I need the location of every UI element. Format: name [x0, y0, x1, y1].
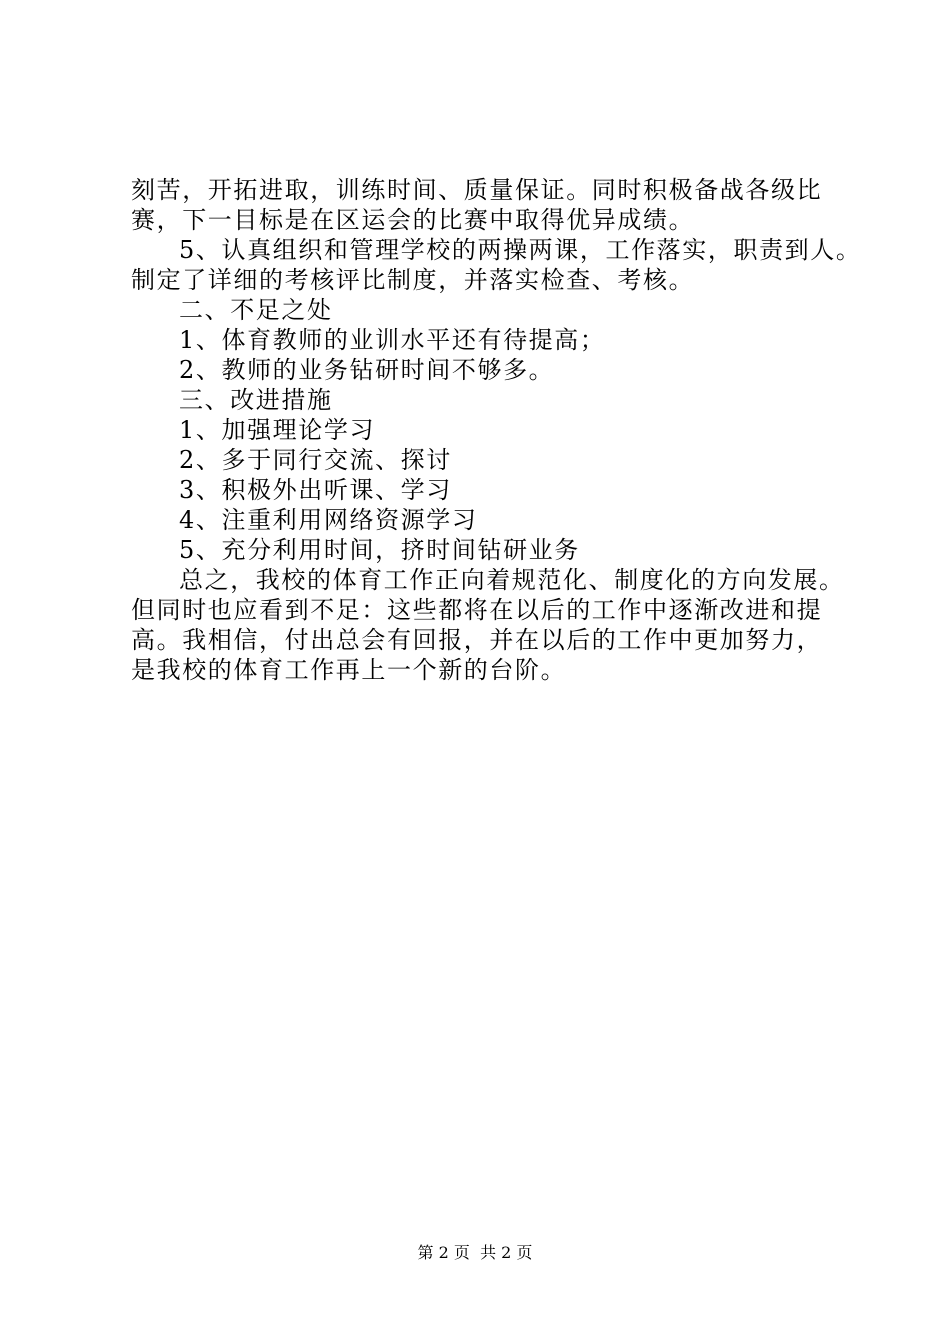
paragraph-line: 总之，我校的体育工作正向着规范化、制度化的方向发展。 — [179, 566, 845, 594]
document-body — [131, 175, 862, 685]
paragraph-line: 是我校的体育工作再上一个新的台阶。 — [131, 656, 567, 684]
list-item: 1、加强理论学习 — [179, 416, 376, 444]
paragraph-line: 制定了详细的考核评比制度，并落实检查、考核。 — [131, 266, 695, 294]
page-number-footer: 第 2 页 共 2 页 — [417, 1243, 533, 1262]
section-heading: 三、改进措施 — [179, 386, 333, 414]
paragraph-line: 高。我相信，付出总会有回报，并在以后的工作中更加努力， — [131, 626, 823, 654]
paragraph-line: 但同时也应看到不足：这些都将在以后的工作中逐渐改进和提 — [131, 596, 823, 624]
paragraph-line: 赛，下一目标是在区运会的比赛中取得优异成绩。 — [131, 206, 695, 234]
list-item: 5、充分利用时间，挤时间钻研业务 — [179, 536, 580, 564]
list-item: 2、多于同行交流、探讨 — [179, 446, 452, 474]
paragraph-line: 5、认真组织和管理学校的两操两课，工作落实，职责到人。 — [179, 236, 862, 264]
list-item: 2、教师的业务钻研时间不够多。 — [179, 356, 555, 384]
list-item: 1、体育教师的业训水平还有待提高； — [179, 326, 606, 354]
paragraph-line: 刻苦，开拓进取，训练时间、质量保证。同时积极备战各级比 — [131, 176, 823, 204]
list-item: 3、积极外出听课、学习 — [179, 476, 452, 504]
list-item: 4、注重利用网络资源学习 — [179, 506, 478, 534]
section-heading: 二、不足之处 — [179, 296, 333, 324]
